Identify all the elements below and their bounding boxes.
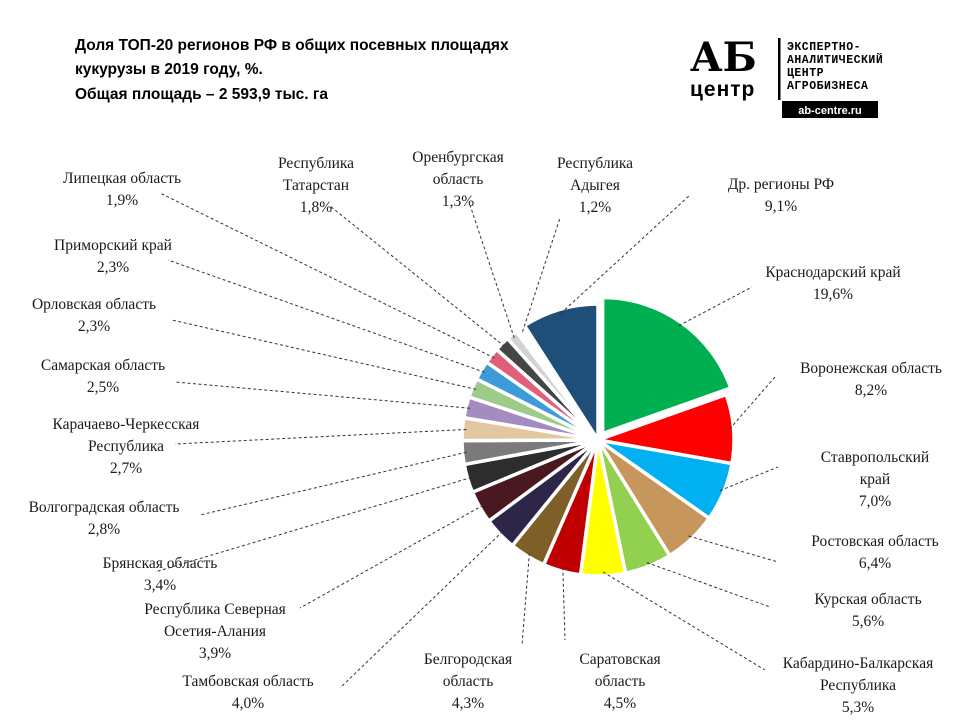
slice-label-value: 19,6%: [812, 286, 854, 303]
slice-label-name: Ростовская область: [811, 533, 939, 550]
slice-label-республика-адыгея: [557, 155, 633, 216]
slice-label-value: 7,0%: [858, 493, 892, 510]
leader-line-17: [160, 193, 495, 358]
slice-label-name: Республика: [87, 438, 165, 455]
slice-label-value: 6,4%: [858, 555, 892, 572]
slice-label-value: 1,2%: [578, 199, 612, 216]
logo-mark-bottom: центр: [690, 78, 756, 101]
logo-text-line-2: АНАЛИТИЧЕСКИЙ: [787, 54, 884, 67]
ab-centre-logo: [690, 34, 883, 118]
leader-line-5: [647, 563, 770, 607]
slice-label-value: 4,5%: [603, 695, 637, 712]
slice-label-name: Краснодарский край: [765, 264, 901, 281]
chart-title-line-1: Доля ТОП-20 регионов РФ в общих посевных площадях: [75, 37, 509, 54]
chart-title-line-3: Общая площадь – 2 593,9 тыс. га: [75, 86, 328, 103]
slice-label-липецкая-область: [63, 170, 181, 209]
slice-label-name: Орловская область: [31, 296, 157, 313]
slice-label-республика-татарстан: [278, 155, 354, 216]
slice-label-value: 3,4%: [143, 577, 177, 594]
slice-label-name: Республика: [556, 155, 634, 172]
slice-label-name: Белгородская: [423, 651, 513, 668]
slice-label-value: 5,6%: [851, 613, 885, 630]
slice-label-ставропольский-край: [821, 449, 929, 510]
chart-title: [75, 37, 509, 103]
slice-label-value: 9,1%: [764, 198, 798, 215]
slice-label-брянская-область: [103, 555, 218, 594]
slice-label-name: Самарская область: [40, 357, 166, 374]
slice-label-name: Адыгея: [570, 177, 620, 194]
pie-slices: [462, 297, 734, 576]
slice-label-тамбовская-область: [182, 673, 313, 712]
leader-line-14: [175, 382, 470, 408]
slice-label-value: 2,8%: [87, 521, 121, 538]
slice-label-value: 8,2%: [854, 382, 888, 399]
slice-label-воронежская-область: [800, 360, 942, 399]
leader-line-12: [200, 452, 467, 515]
slice-label-карачаево-черкесская-республика: [53, 416, 200, 477]
slice-label-value: 2,3%: [77, 318, 111, 335]
leader-line-4: [689, 536, 778, 562]
slice-label-name: Воронежская область: [800, 360, 942, 377]
logo-text-line-1: ЭКСПЕРТНО-: [787, 41, 862, 54]
slice-label-name: Саратовская: [579, 651, 661, 668]
slice-label-кабардино-балкарская-республика: [783, 655, 933, 716]
slice-label-name: Республика: [819, 677, 897, 694]
slice-label-name: Приморский край: [54, 237, 172, 254]
slice-label-name: Липецкая область: [62, 170, 182, 187]
leader-line-16: [168, 260, 485, 372]
slice-label-name: край: [859, 471, 891, 488]
slice-label-value: 2,7%: [109, 460, 143, 477]
slice-label-name: Осетия-Алания: [163, 623, 267, 640]
leader-line-13: [175, 429, 466, 444]
slice-label-name: Карачаево-Черкесская: [52, 416, 200, 433]
slice-label-value: 1,8%: [299, 199, 333, 216]
leader-line-18: [330, 206, 505, 347]
leader-line-1: [679, 287, 752, 326]
slice-label-краснодарский-край: [765, 264, 900, 303]
logo-mark-top: АБ: [690, 34, 757, 81]
slice-label-name: Оренбургская: [412, 149, 504, 166]
leader-line-7: [563, 567, 565, 640]
logo-text-line-4: АГРОБИЗНЕСА: [787, 80, 869, 93]
slice-label-name: Волгоградская область: [28, 499, 180, 516]
slice-label-name: Татарстан: [282, 177, 350, 194]
slice-label-value: 5,3%: [841, 699, 875, 716]
slice-label-name: Брянская область: [102, 555, 218, 572]
leader-line-19: [470, 205, 514, 338]
slice-label-др-регионы-рф: [728, 176, 834, 215]
slice-label-name: Курская область: [814, 591, 922, 608]
logo-text-line-3: ЦЕНТР: [787, 67, 825, 80]
logo-divider: [778, 38, 781, 100]
slice-label-name: Ставропольский: [820, 449, 930, 466]
slice-label-саратовская-область: [579, 651, 660, 712]
slice-label-ростовская-область: [811, 533, 938, 572]
slice-label-value: 4,0%: [231, 695, 265, 712]
slice-label-приморский-край: [54, 237, 172, 276]
slice-label-белгородская-область: [424, 651, 512, 712]
leader-line-15: [172, 320, 476, 389]
slice-label-name: Тамбовская область: [182, 673, 314, 690]
slice-label-волгоградская-область: [29, 499, 180, 538]
slice-label-value: 4,3%: [451, 695, 485, 712]
slice-label-name: область: [442, 673, 494, 690]
chart-title-line-2: кукурузы в 2019 году, %.: [75, 61, 263, 78]
slice-label-республика-северная-осетия-алания: [144, 601, 286, 662]
slice-label-value: 2,3%: [96, 259, 130, 276]
slice-label-value: 2,5%: [86, 379, 120, 396]
slice-label-name: Кабардино-Балкарская: [782, 655, 934, 672]
slice-label-самарская-область: [41, 357, 165, 396]
leader-line-2: [730, 377, 775, 429]
slice-label-name: Республика: [277, 155, 355, 172]
slice-label-name: Др. регионы РФ: [727, 176, 835, 193]
slice-label-курская-область: [814, 591, 921, 630]
slice-label-орловская-область: [32, 296, 156, 335]
slice-label-name: Республика Северная: [144, 601, 286, 618]
slice-label-value: 1,3%: [441, 193, 475, 210]
slice-label-name: область: [432, 171, 484, 188]
slice-label-name: область: [594, 673, 646, 690]
leader-line-8: [522, 553, 529, 645]
slice-label-value: 3,9%: [198, 645, 232, 662]
slice-label-value: 1,9%: [105, 192, 139, 209]
slice-label-оренбургская-область: [412, 149, 503, 210]
logo-url: ab-centre.ru: [798, 105, 862, 117]
